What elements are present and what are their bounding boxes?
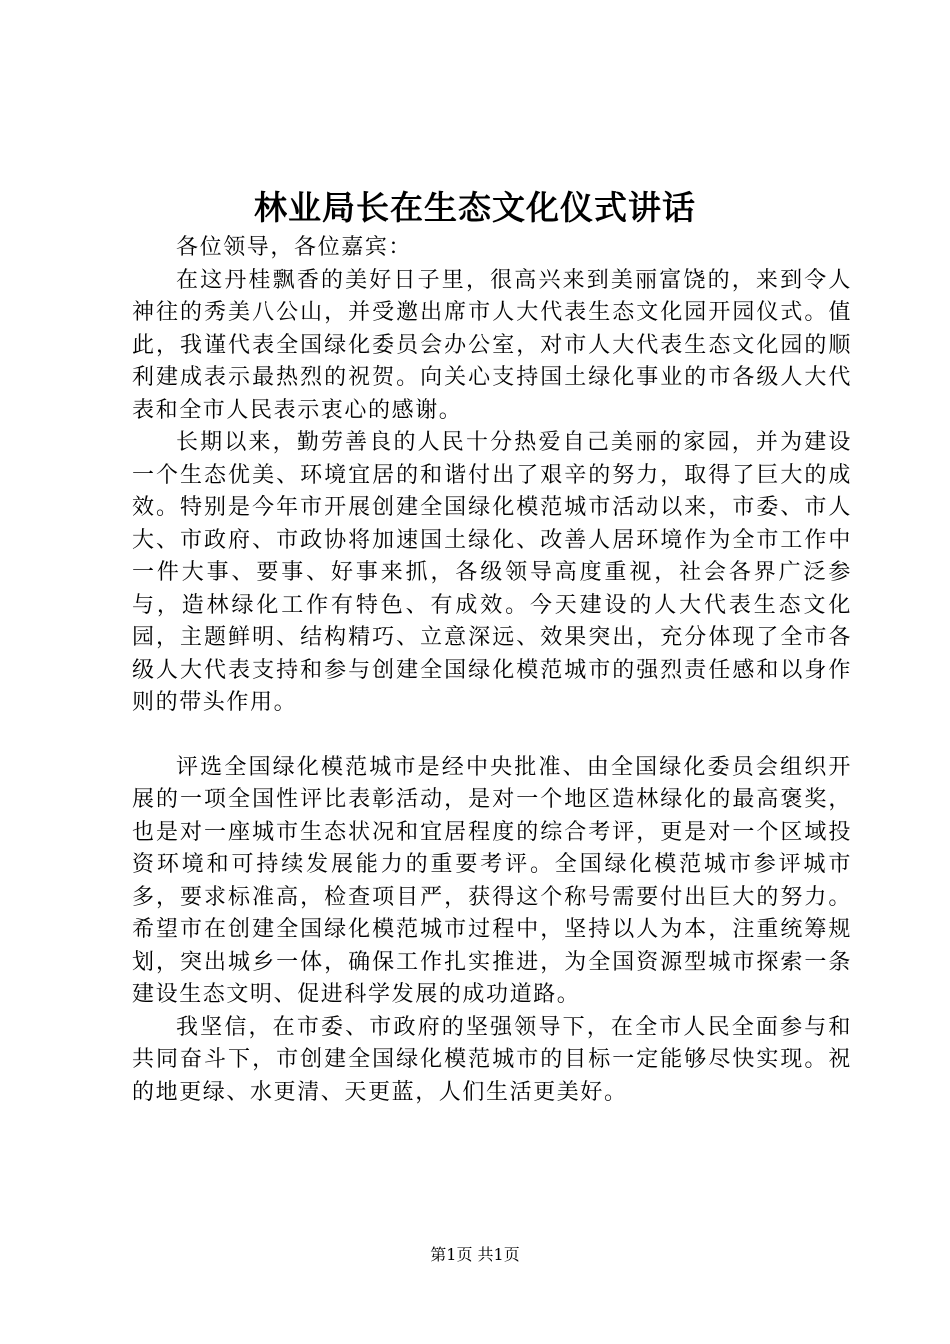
page-footer: 第1页 共1页 [430, 1245, 520, 1264]
paragraph-3: 评选全国绿化模范城市是经中央批准、由全国绿化委员会组织开展的一项全国性评比表彰活动，是对一个地区造林绿化的最高褒奖，也是对一座城市生态状况和宜居程度的综合考评，更是对一个区域投资环境和可持续发展能力的重要考评。全国绿化模范城市参评城市多，要求标准高，检查项目严，获得这个称号需要付出巨大的努力。希望市在创建全国绿化模范城市过程中，坚持以人为本，注重统筹规划，突出城乡一体，确保工作扎实推进，为全国资源型城市探索一条建设生态文明、促进科学发展的成功道路。 [132, 754, 852, 1007]
document-title: 林业局长在生态文化仪式讲话 [254, 188, 696, 227]
paragraph-2: 长期以来，勤劳善良的人民十分热爱自己美丽的家园，并为建设一个生态优美、环境宜居的和谐付出了艰辛的努力，取得了巨大的成效。特别是今年市开展创建全国绿化模范城市活动以来，市委、市人大、市政府、市政协将加速国土绿化、改善人居环境作为全市工作中一件大事、要事、好事来抓，各级领导高度重视，社会各界广泛参与，造林绿化工作有特色、有成效。今天建设的人大代表生态文化园，主题鲜明、结构精巧、立意深远、效果突出，充分体现了全市各级人大代表支持和参与创建全国绿化模范城市的强烈责任感和以身作则的带头作用。 [132, 430, 852, 715]
salutation: 各位领导，各位嘉宾： [176, 235, 413, 260]
paragraph-1: 在这丹桂飘香的美好日子里，很高兴来到美丽富饶的，来到令人神往的秀美八公山，并受邀出席市人大代表生态文化园开园仪式。值此，我谨代表全国绿化委员会办公室，对市人大代表生态文化园的顺利建成表示最热烈的祝贺。向关心支持国土绿化事业的市各级人大代表和全市人民表示衷心的感谢。 [132, 267, 852, 423]
paragraph-4: 我坚信，在市委、市政府的坚强领导下，在全市人民全面参与和共同奋斗下，市创建全国绿化模范城市的目标一定能够尽快实现。祝的地更绿、水更清、天更蓝，人们生活更美好。 [132, 1014, 852, 1105]
document-body [132, 232, 852, 1109]
